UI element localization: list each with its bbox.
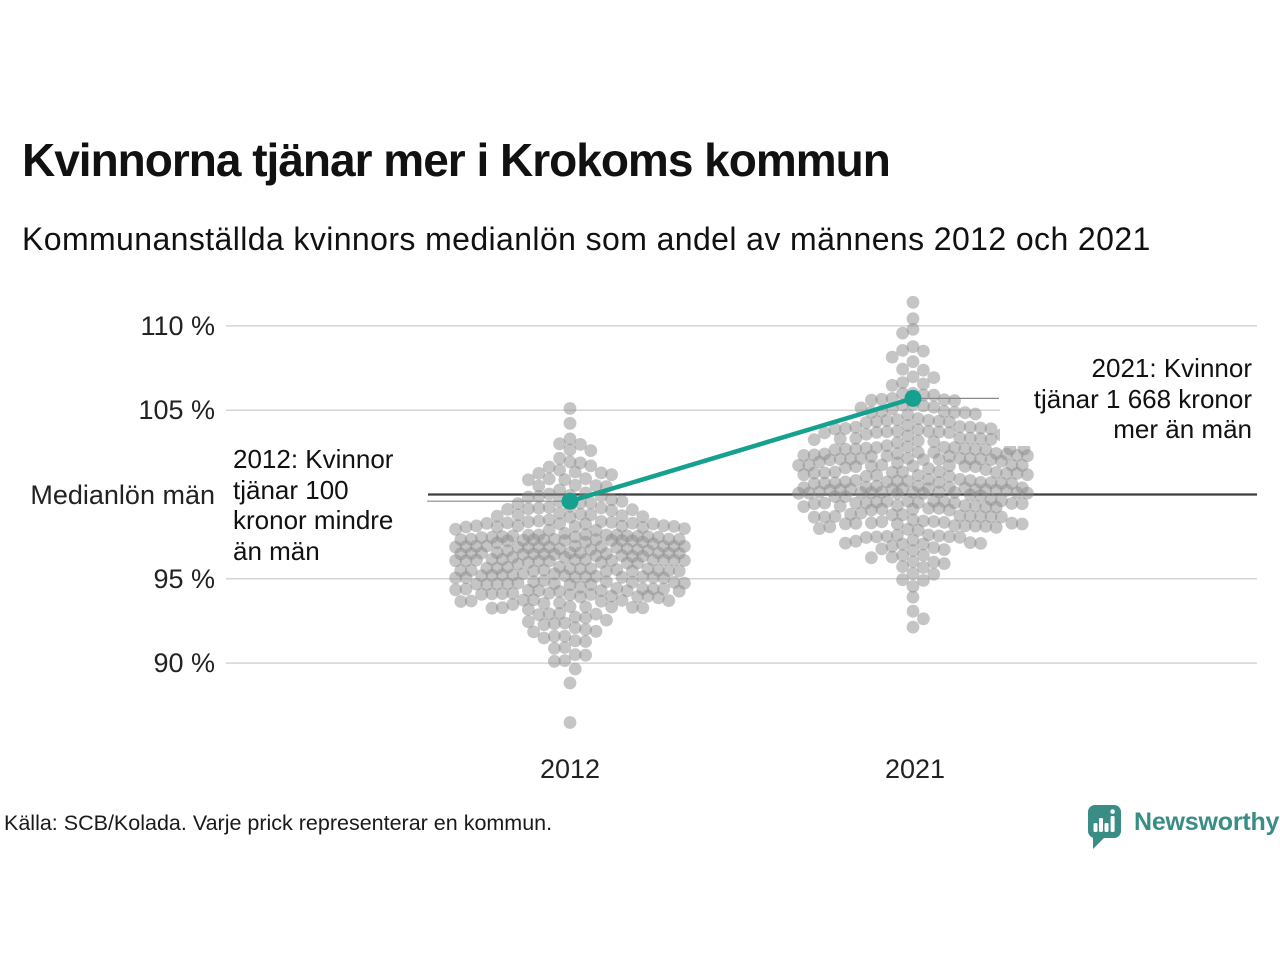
y-tick-90: 90 % (153, 648, 215, 679)
municipality-dot (839, 537, 852, 550)
municipality-dot (969, 408, 982, 421)
annotation-line: kronor mindre (233, 505, 394, 535)
municipality-dot (548, 642, 561, 655)
chart-title: Kvinnorna tjänar mer i Krokoms kommun (22, 134, 890, 186)
municipality-dot (792, 487, 805, 500)
municipality-dot (917, 345, 930, 358)
municipality-dot (886, 551, 899, 564)
highlight-dot-2012 (562, 493, 579, 510)
municipality-dot (569, 663, 582, 676)
municipality-dot (454, 595, 467, 608)
newsworthy-logo (1086, 802, 1279, 852)
municipality-dot (449, 572, 462, 585)
municipality-dot (548, 655, 561, 668)
municipality-dot (584, 460, 597, 473)
source-note: Källa: SCB/Kolada. Varje prick representerar en kommun. (4, 811, 553, 835)
municipality-dot (797, 468, 810, 481)
municipality-dot (907, 355, 920, 368)
municipality-dot (564, 444, 577, 457)
municipality-dot (584, 444, 597, 457)
annotation-line: än män (233, 535, 320, 566)
municipality-dot (564, 716, 577, 729)
municipality-dot (813, 522, 826, 535)
y-tick-105: 105 % (138, 395, 215, 426)
municipality-dot (891, 487, 904, 500)
annotation-line: mer än män (1113, 414, 1252, 444)
municipality-dot (917, 378, 930, 391)
municipality-dot (865, 517, 878, 530)
municipality-dot (839, 517, 852, 530)
municipality-dot (590, 625, 603, 638)
y-tick-95: 95 % (153, 563, 215, 594)
municipality-dot (938, 557, 951, 570)
municipality-dot (486, 602, 499, 615)
municipality-dot (543, 473, 556, 486)
municipality-dot (564, 402, 577, 415)
municipality-dot (917, 612, 930, 625)
municipality-dot (579, 600, 592, 613)
municipality-dot (808, 433, 821, 446)
municipality-dot (616, 495, 629, 508)
municipality-dot (1016, 518, 1029, 531)
municipality-dot (907, 621, 920, 634)
x-tick-2021: 2021 (884, 754, 946, 784)
municipality-dot (1021, 468, 1034, 481)
municipality-dot (907, 296, 920, 309)
municipality-dot (538, 618, 551, 631)
municipality-dot (538, 632, 551, 645)
municipality-dot (449, 583, 462, 596)
municipality-dot (605, 601, 618, 614)
annotation-2021 (1000, 353, 1252, 445)
municipality-dot (797, 500, 810, 513)
municipality-dot (886, 351, 899, 364)
y-tick-110: 110 % (140, 310, 215, 341)
municipality-dot (907, 591, 920, 604)
chart-subtitle: Kommunanställda kvinnors medianlön som andel av männens 2012 och 2021 (22, 221, 1151, 257)
newsworthy-wordmark: Newsworthy (1134, 808, 1280, 836)
newsworthy-icon (1086, 802, 1128, 852)
municipality-dot (948, 394, 961, 407)
municipality-dot (673, 585, 686, 598)
municipality-dot (579, 612, 592, 625)
municipality-dot (974, 537, 987, 550)
x-tick-2012: 2012 (539, 754, 601, 784)
municipality-dot (564, 417, 577, 430)
municipality-dot (938, 543, 951, 556)
municipality-dot (1016, 497, 1029, 510)
municipality-dot (605, 468, 618, 481)
y-tick-medianlon-man: Medianlön män (30, 479, 215, 510)
municipality-dot (886, 379, 899, 392)
annotation-line: 2012: Kvinnor (233, 444, 394, 474)
municipality-dot (564, 677, 577, 690)
municipality-dot (579, 635, 592, 648)
municipality-dot (896, 363, 909, 376)
municipality-dot (865, 394, 878, 407)
annotation-line: 2021: Kvinnor (1091, 353, 1252, 383)
municipality-dot (865, 551, 878, 564)
municipality-dot (990, 521, 1003, 534)
municipality-dot (875, 543, 888, 556)
annotation-line: tjänar 1 668 kronor (1033, 383, 1252, 414)
annotation-2012 (233, 444, 433, 566)
municipality-dot (673, 565, 686, 578)
annotation-line: tjänar 100 (233, 474, 349, 505)
municipality-dot (662, 594, 675, 607)
municipality-dot (907, 605, 920, 618)
highlight-dot-2021 (905, 390, 922, 407)
municipality-dot (579, 649, 592, 662)
municipality-dot (636, 602, 649, 615)
municipality-dot (808, 511, 821, 524)
municipality-dot (600, 614, 613, 627)
municipality-dot (896, 327, 909, 340)
municipality-dot (896, 560, 909, 573)
